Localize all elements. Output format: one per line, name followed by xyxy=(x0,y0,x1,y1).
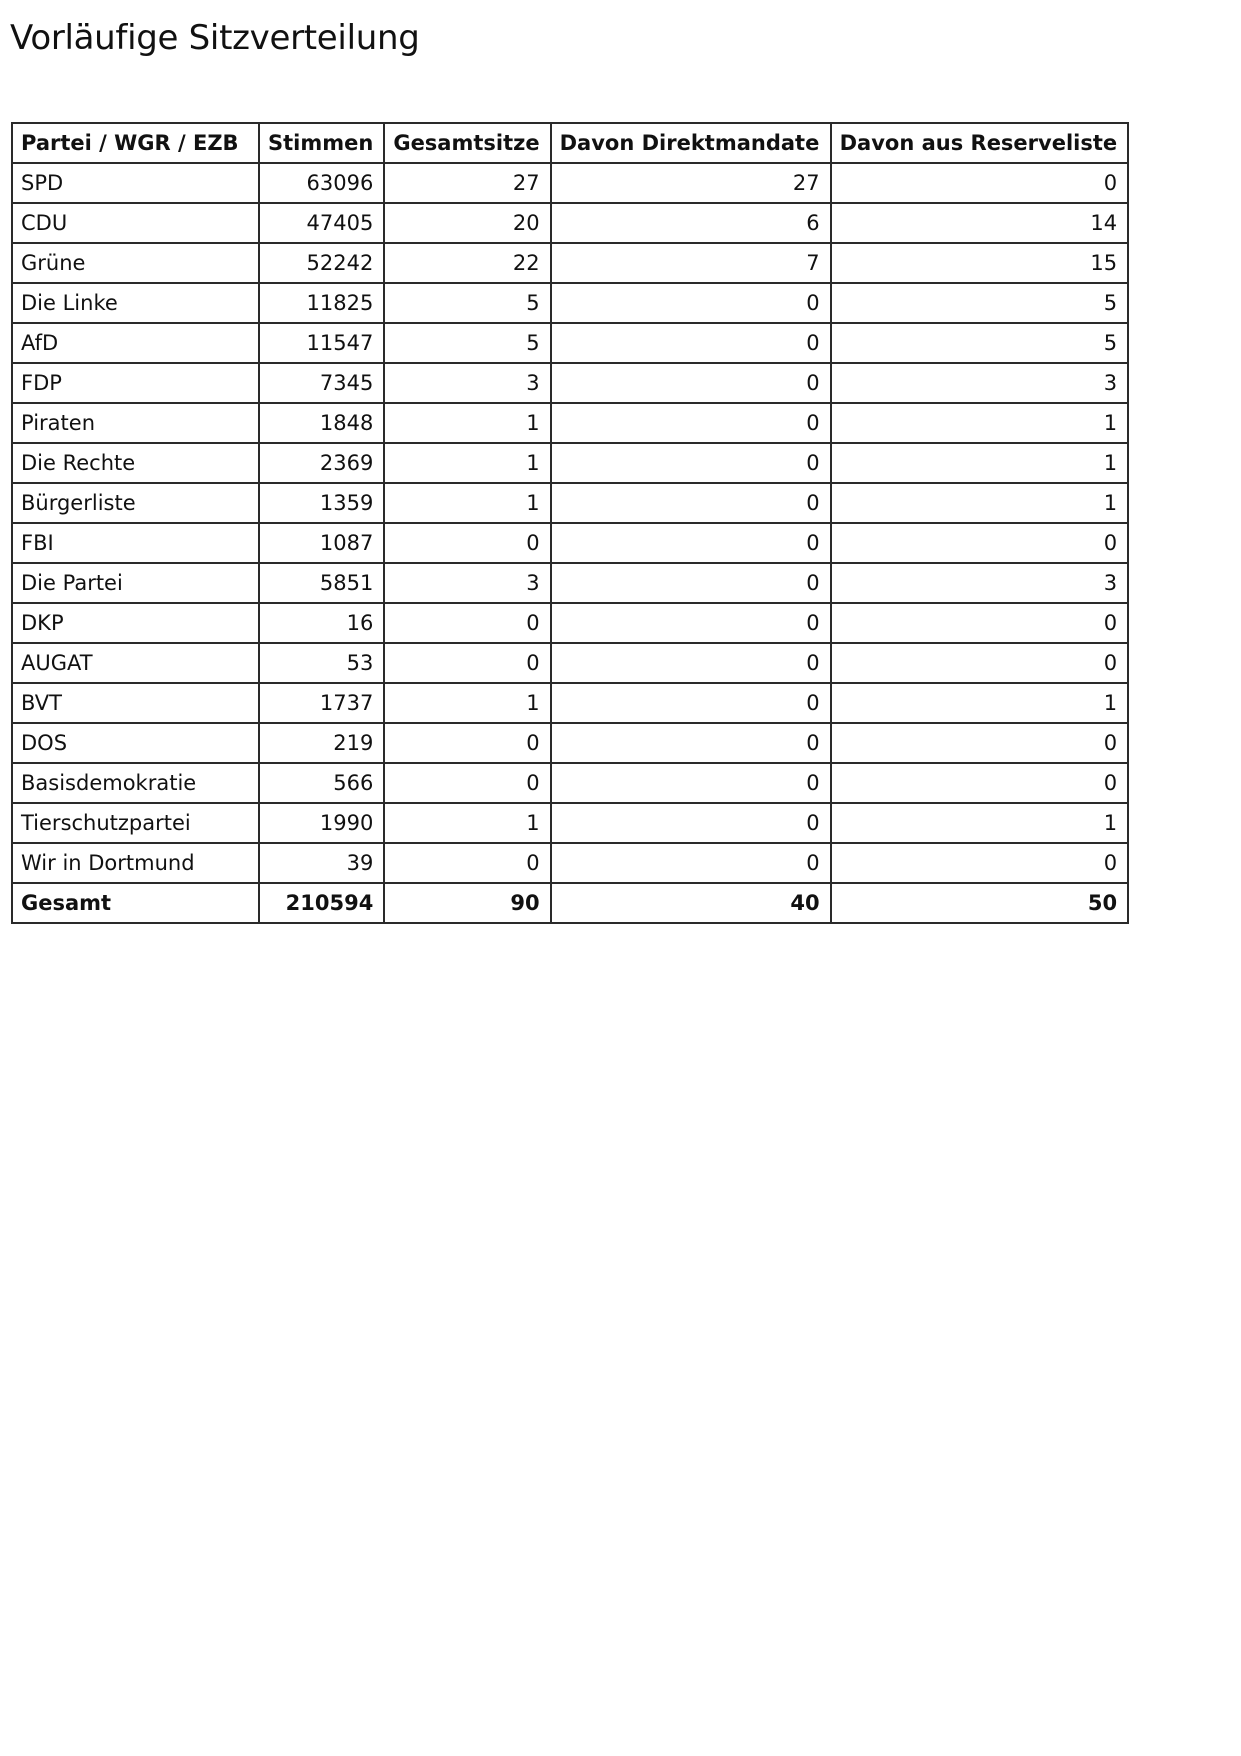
table-row xyxy=(12,363,1128,403)
cell-total-seats: 1 xyxy=(384,683,550,723)
header-total-seats: Gesamtsitze xyxy=(384,123,550,163)
table-body xyxy=(12,163,1128,883)
cell-votes: 39 xyxy=(259,843,384,883)
cell-total-seats: 3 xyxy=(384,363,550,403)
cell-reserve-list: 15 xyxy=(831,243,1129,283)
cell-votes: 1737 xyxy=(259,683,384,723)
cell-direct-mandates: 0 xyxy=(551,843,831,883)
cell-party-name: FDP xyxy=(12,363,259,403)
cell-party-name: Wir in Dortmund xyxy=(12,843,259,883)
cell-reserve-list: 14 xyxy=(831,203,1129,243)
cell-total-seats: 1 xyxy=(384,403,550,443)
cell-party-name: FBI xyxy=(12,523,259,563)
table-row xyxy=(12,283,1128,323)
header-direct-mandates: Davon Direktmandate xyxy=(551,123,831,163)
total-label: Gesamt xyxy=(12,883,259,923)
cell-direct-mandates: 0 xyxy=(551,443,831,483)
cell-votes: 1087 xyxy=(259,523,384,563)
total-direct-mandates: 40 xyxy=(551,883,831,923)
table-header-row xyxy=(12,123,1128,163)
header-votes: Stimmen xyxy=(259,123,384,163)
cell-votes: 2369 xyxy=(259,443,384,483)
cell-total-seats: 3 xyxy=(384,563,550,603)
cell-votes: 7345 xyxy=(259,363,384,403)
cell-party-name: Die Partei xyxy=(12,563,259,603)
cell-votes: 1848 xyxy=(259,403,384,443)
cell-direct-mandates: 27 xyxy=(551,163,831,203)
seat-distribution-table xyxy=(11,122,1129,924)
cell-total-seats: 5 xyxy=(384,283,550,323)
cell-party-name: CDU xyxy=(12,203,259,243)
cell-votes: 11825 xyxy=(259,283,384,323)
cell-votes: 63096 xyxy=(259,163,384,203)
cell-party-name: AUGAT xyxy=(12,643,259,683)
table-row xyxy=(12,443,1128,483)
cell-total-seats: 0 xyxy=(384,523,550,563)
cell-votes: 1359 xyxy=(259,483,384,523)
cell-direct-mandates: 0 xyxy=(551,683,831,723)
cell-direct-mandates: 0 xyxy=(551,563,831,603)
cell-reserve-list: 0 xyxy=(831,763,1129,803)
cell-reserve-list: 0 xyxy=(831,723,1129,763)
cell-reserve-list: 1 xyxy=(831,443,1129,483)
table-row xyxy=(12,723,1128,763)
cell-direct-mandates: 6 xyxy=(551,203,831,243)
cell-votes: 566 xyxy=(259,763,384,803)
cell-party-name: BVT xyxy=(12,683,259,723)
total-reserve-list: 50 xyxy=(831,883,1129,923)
cell-party-name: Basisdemokratie xyxy=(12,763,259,803)
cell-direct-mandates: 0 xyxy=(551,363,831,403)
cell-direct-mandates: 0 xyxy=(551,323,831,363)
cell-total-seats: 0 xyxy=(384,763,550,803)
cell-reserve-list: 5 xyxy=(831,323,1129,363)
cell-direct-mandates: 0 xyxy=(551,643,831,683)
table-row xyxy=(12,643,1128,683)
cell-votes: 219 xyxy=(259,723,384,763)
cell-direct-mandates: 0 xyxy=(551,723,831,763)
header-reserve-list: Davon aus Reserveliste xyxy=(831,123,1129,163)
table-row xyxy=(12,243,1128,283)
total-votes: 210594 xyxy=(259,883,384,923)
cell-total-seats: 0 xyxy=(384,843,550,883)
table-row xyxy=(12,683,1128,723)
cell-total-seats: 1 xyxy=(384,443,550,483)
cell-party-name: Grüne xyxy=(12,243,259,283)
cell-reserve-list: 1 xyxy=(831,683,1129,723)
cell-reserve-list: 3 xyxy=(831,563,1129,603)
cell-votes: 47405 xyxy=(259,203,384,243)
cell-total-seats: 0 xyxy=(384,603,550,643)
cell-party-name: DKP xyxy=(12,603,259,643)
table-row xyxy=(12,203,1128,243)
cell-direct-mandates: 0 xyxy=(551,603,831,643)
header-party: Partei / WGR / EZB xyxy=(12,123,259,163)
cell-votes: 11547 xyxy=(259,323,384,363)
cell-total-seats: 27 xyxy=(384,163,550,203)
cell-party-name: DOS xyxy=(12,723,259,763)
cell-party-name: SPD xyxy=(12,163,259,203)
cell-reserve-list: 3 xyxy=(831,363,1129,403)
cell-votes: 5851 xyxy=(259,563,384,603)
cell-reserve-list: 5 xyxy=(831,283,1129,323)
cell-votes: 1990 xyxy=(259,803,384,843)
cell-party-name: Tierschutzpartei xyxy=(12,803,259,843)
cell-reserve-list: 0 xyxy=(831,643,1129,683)
cell-party-name: Bürgerliste xyxy=(12,483,259,523)
table-row xyxy=(12,843,1128,883)
cell-reserve-list: 0 xyxy=(831,603,1129,643)
cell-direct-mandates: 0 xyxy=(551,803,831,843)
table-row xyxy=(12,403,1128,443)
cell-direct-mandates: 0 xyxy=(551,283,831,323)
cell-party-name: Die Rechte xyxy=(12,443,259,483)
cell-votes: 52242 xyxy=(259,243,384,283)
cell-party-name: Die Linke xyxy=(12,283,259,323)
cell-total-seats: 20 xyxy=(384,203,550,243)
total-row xyxy=(12,883,1128,923)
cell-total-seats: 5 xyxy=(384,323,550,363)
cell-total-seats: 0 xyxy=(384,643,550,683)
cell-total-seats: 0 xyxy=(384,723,550,763)
table-row xyxy=(12,803,1128,843)
cell-reserve-list: 1 xyxy=(831,403,1129,443)
cell-total-seats: 1 xyxy=(384,803,550,843)
cell-reserve-list: 1 xyxy=(831,483,1129,523)
cell-total-seats: 1 xyxy=(384,483,550,523)
page-title: Vorläufige Sitzverteilung xyxy=(10,18,420,58)
table-row xyxy=(12,603,1128,643)
table-row xyxy=(12,323,1128,363)
table-row xyxy=(12,163,1128,203)
table-row xyxy=(12,483,1128,523)
cell-reserve-list: 1 xyxy=(831,803,1129,843)
table-row xyxy=(12,763,1128,803)
cell-party-name: AfD xyxy=(12,323,259,363)
cell-direct-mandates: 0 xyxy=(551,763,831,803)
cell-direct-mandates: 0 xyxy=(551,523,831,563)
table-row xyxy=(12,563,1128,603)
cell-reserve-list: 0 xyxy=(831,523,1129,563)
cell-direct-mandates: 7 xyxy=(551,243,831,283)
cell-party-name: Piraten xyxy=(12,403,259,443)
cell-votes: 53 xyxy=(259,643,384,683)
cell-total-seats: 22 xyxy=(384,243,550,283)
cell-reserve-list: 0 xyxy=(831,163,1129,203)
cell-reserve-list: 0 xyxy=(831,843,1129,883)
cell-direct-mandates: 0 xyxy=(551,403,831,443)
total-seats: 90 xyxy=(384,883,550,923)
cell-direct-mandates: 0 xyxy=(551,483,831,523)
table-row xyxy=(12,523,1128,563)
cell-votes: 16 xyxy=(259,603,384,643)
